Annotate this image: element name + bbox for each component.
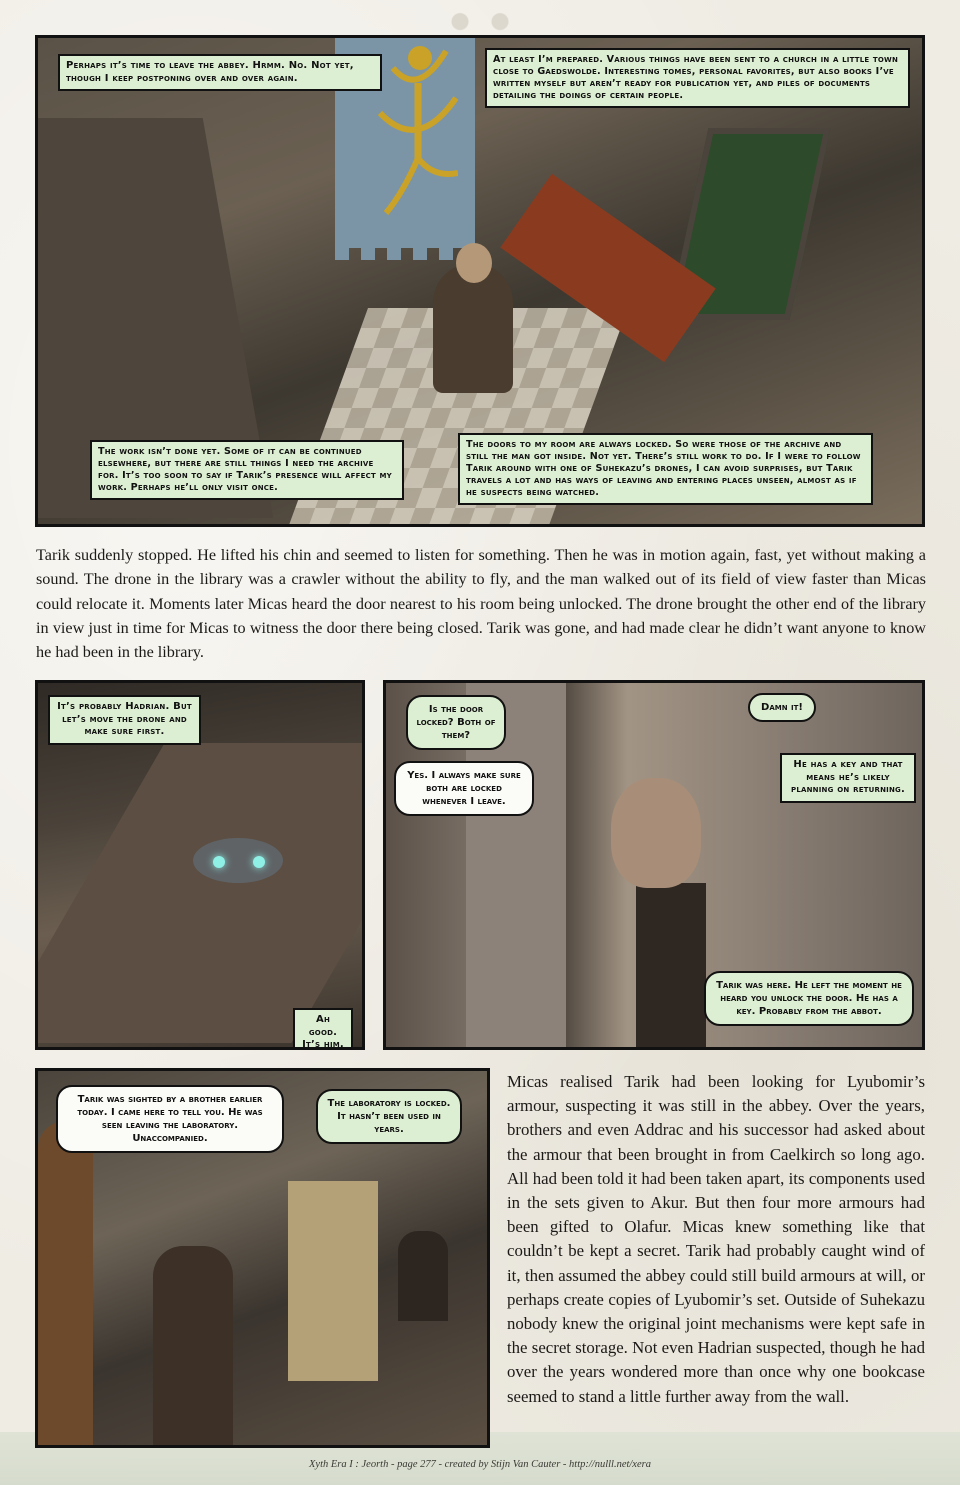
speech-bubble-door-locked: Is the door locked? Both of them?: [406, 695, 506, 750]
wooden-cupboard: [288, 1181, 378, 1381]
caption-probably-hadrian: It’s probably Hadrian. But let’s move the drone and make sure first.: [48, 695, 201, 745]
speech-bubble-tarik-was-here: Tarik was here. He left the moment he heard you unlock the door. He has a key. Probably from the abbot.: [704, 971, 914, 1026]
micas-figure-far: [398, 1231, 448, 1321]
caption-leave-abbey: Perhaps it’s time to leave the abbey. Hrmm. No. Not yet, though I keep postponing over and over again.: [58, 54, 382, 91]
panel-4-corridor: [35, 1068, 490, 1448]
caption-has-a-key: He has a key and that means he’s likely planning on returning.: [780, 753, 916, 803]
panel-2-library-drone: [35, 680, 365, 1050]
page-footer-credits: Xyth Era I : Jeorth - page 277 - created by Stijn Van Cauter - http://nulll.net/xera: [309, 1459, 651, 1470]
drone-light-icon: [253, 856, 265, 868]
narrative-paragraph-2: Micas realised Tarik had been looking for Lyubomir’s armour, suspecting it was still in the abbey. Over the years, brothers and even Addrac and his successor had asked about the armour that been brought in from Caelkirch so long ago. All had been told it had been taken apart, its components used in the sets given to Akur. But then four more armours had been gifted to Olafur. Micas knew something like that couldn’t be kept a secret. Tarik had probably caught wind of it, then assumed the abbey could still build armours at will, or perhaps create copies of Lyubomir’s set. Outside of Suhekazu nobody knew the original joint mechanisms were kept safe in the secret storage. Not even Hadrian suspected, though he had over the years wondered more than once why one bookcase seemed to stand a little further away from the wall.: [507, 1072, 925, 1406]
speech-bubble-always-lock: Yes. I always make sure both are locked whenever I leave.: [394, 761, 534, 816]
micas-head: [456, 243, 492, 283]
speech-bubble-laboratory-locked: The laboratory is locked. It hasn’t been used in years.: [316, 1089, 462, 1144]
background-ornament: [440, 0, 520, 36]
speech-bubble-damn-it: Damn it!: [748, 693, 816, 722]
crawler-drone: [193, 838, 283, 883]
caption-doors-locked: The doors to my room are always locked. So were those of the archive and still the man got inside. Not yet. There’s still work to do. If I were to follow Tarik around with one of Suhekazu’s drones, I can avoid surprises, but Tarik travels a lot and has ways of leaving and entering places unseen, almost as if he suspects being watched.: [458, 433, 873, 505]
panel-3-doorway: [383, 680, 925, 1050]
hadrian-face: [611, 778, 701, 888]
abbey-emblem-icon: [378, 43, 458, 223]
brother-figure: [153, 1246, 233, 1446]
arched-door: [38, 1121, 93, 1448]
hadrian-body: [636, 883, 706, 1050]
drone-light-icon: [213, 856, 225, 868]
panel-1-micas-room: [35, 35, 925, 527]
narrative-paragraph-1: Tarik suddenly stopped. He lifted his chin and seemed to listen for something. Then he was in motion again, fast, yet without making a sound. The drone in the library was a crawler without the ability to fly, and the man walked out of its field of view faster than Micas could relocate it. Moments later Micas heard the door nearest to his room being unlocked. The drone brought the other end of the library in view just in time for Micas to witness the door there being closed. Tarik was gone, and had made clear he didn’t want anyone to know he had been in the library.: [36, 546, 926, 662]
speech-bubble-tarik-sighted: Tarik was sighted by a brother earlier today. I came here to tell you. He was seen leaving the laboratory. Unaccompanied.: [56, 1085, 284, 1153]
caption-ah-good: Ah good. It’s him.: [293, 1008, 353, 1050]
caption-work-not-done: The work isn’t done yet. Some of it can be continued elsewhere, but there are still things I need the archive for. It’s too soon to say if Tarik’s presence will affect my work. Perhaps he’ll only visit once.: [90, 440, 404, 500]
library-walkway: [35, 743, 365, 1043]
caption-prepared: At least I’m prepared. Various things have been sent to a church in a little town close to Gaedswolde. Interesting tomes, personal favorites, but also books I’ve written myself but aren’t ready for publication yet, and piles of documents detailing the doings of certain people.: [485, 48, 910, 108]
